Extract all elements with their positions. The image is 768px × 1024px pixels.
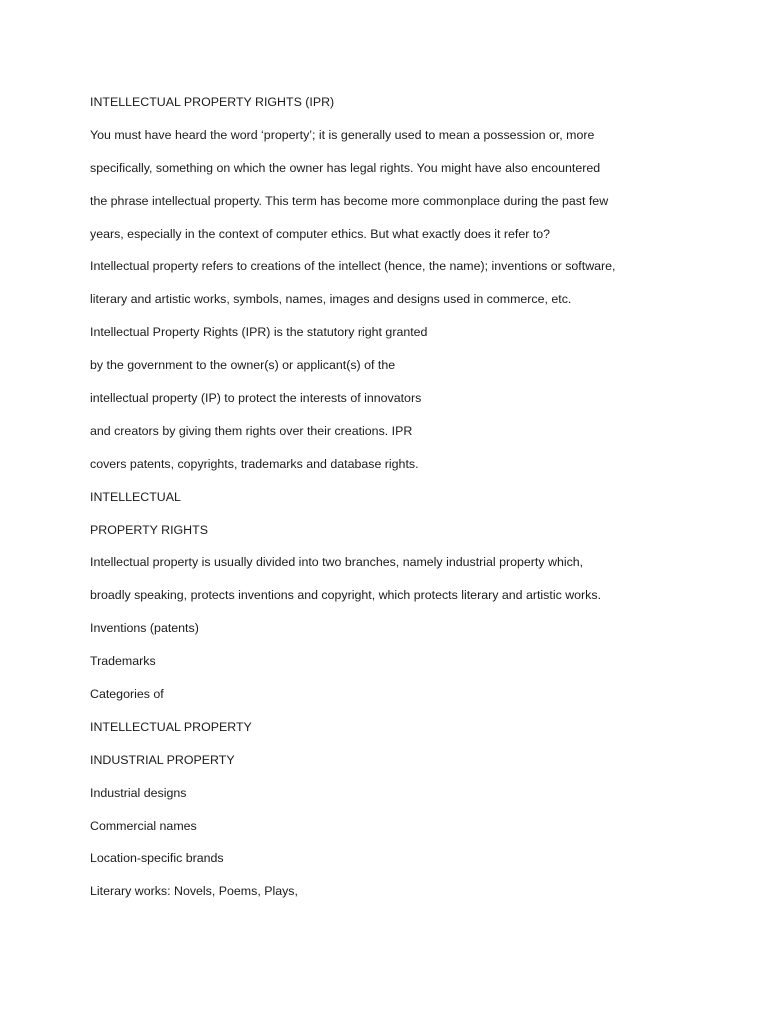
- paragraph-line: broadly speaking, protects inventions and copyright, which protects literary and artistic works.: [90, 588, 602, 603]
- paragraph-line: years, especially in the context of computer ethics. But what exactly does it refer to?: [90, 226, 551, 241]
- list-item: Industrial designs: [90, 785, 187, 800]
- paragraph-line: covers patents, copyrights, trademarks and database rights.: [90, 456, 419, 471]
- paragraph-line: Intellectual property is usually divided into two branches, namely industrial property which,: [90, 555, 584, 570]
- section-heading: INTELLECTUAL PROPERTY: [90, 719, 252, 734]
- list-item: Commercial names: [90, 818, 197, 833]
- section-heading: PROPERTY RIGHTS: [90, 522, 208, 537]
- document-title: INTELLECTUAL PROPERTY RIGHTS (IPR): [90, 95, 335, 109]
- list-item: Trademarks: [90, 654, 156, 669]
- paragraph-line: You must have heard the word ‘property’; it is generally used to mean a possession or, more: [90, 127, 595, 142]
- paragraph-line: by the government to the owner(s) or applicant(s) of the: [90, 358, 396, 373]
- section-heading: INTELLECTUAL: [90, 489, 181, 504]
- paragraph-line: the phrase intellectual property. This term has become more commonplace during the past few: [90, 193, 609, 208]
- list-item: Literary works: Novels, Poems, Plays,: [90, 884, 298, 899]
- paragraph-line: intellectual property (IP) to protect the interests of innovators: [90, 391, 422, 406]
- paragraph-line: Intellectual property refers to creations of the intellect (hence, the name); inventions or software,: [90, 259, 616, 274]
- paragraph-line: specifically, something on which the owner has legal rights. You might have also encountered: [90, 160, 601, 175]
- paragraph-line: Intellectual Property Rights (IPR) is the statutory right granted: [90, 325, 428, 340]
- paragraph-line: literary and artistic works, symbols, names, images and designs used in commerce, etc.: [90, 292, 572, 307]
- paragraph-line: and creators by giving them rights over their creations. IPR: [90, 423, 413, 438]
- list-item: Location-specific brands: [90, 851, 224, 866]
- document-body: [90, 89, 730, 911]
- list-item: Inventions (patents): [90, 621, 199, 636]
- section-heading: Categories of: [90, 687, 164, 702]
- section-heading: INDUSTRIAL PROPERTY: [90, 752, 235, 767]
